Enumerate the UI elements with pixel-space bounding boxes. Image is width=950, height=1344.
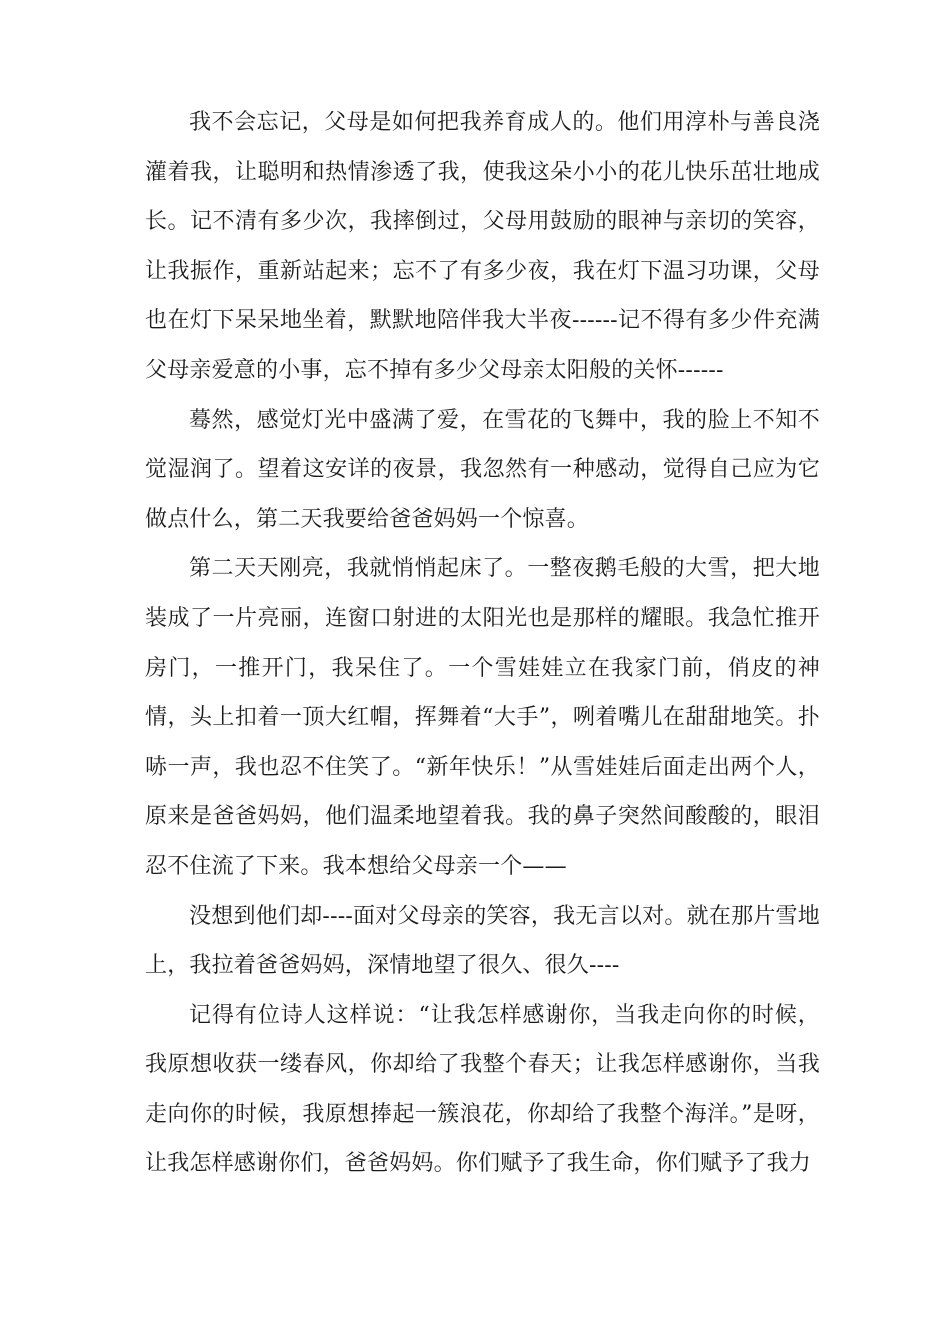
- paragraph-4: 没想到他们却----面对父母亲的笑容，我无言以对。就在那片雪地上，我拉着爸爸妈妈，深情地望了很久、很久----: [145, 903, 820, 979]
- paragraph-2: 蓦然，感觉灯光中盛满了爱，在雪花的飞舞中，我的脸上不知不觉湿润了。望着这安详的夜景，我忽然有一种感动，觉得自己应为它做点什么，第二天我要给爸爸妈妈一个惊喜。: [145, 407, 820, 532]
- paragraph-5: 记得有位诗人这样说：“让我怎样感谢你，当我走向你的时候，我原想收获一缕春风，你却给了我整个春天；让我怎样感谢你，当我走向你的时候，我原想捧起一簇浪花，你却给了我整个海洋。”是呀，让我怎样感谢你们，爸爸妈妈。你们赋予了我生命，你们赋予了我力: [145, 1002, 820, 1177]
- document-body: [145, 98, 820, 1189]
- paragraph-1: 我不会忘记，父母是如何把我养育成人的。他们用淳朴与善良浇灌着我，让聪明和热情渗透了我，使我这朵小小的花儿快乐茁壮地成长。记不清有多少次，我摔倒过，父母用鼓励的眼神与亲切的笑容，让我振作，重新站起来；忘不了有多少夜，我在灯下温习功课，父母也在灯下呆呆地坐着，默默地陪伴我大半夜------记不得有多少件充满父母亲爱意的小事，忘不掉有多少父母亲太阳般的关怀------: [145, 110, 820, 383]
- paragraph-3: 第二天天刚亮，我就悄悄起床了。一整夜鹅毛般的大雪，把大地装成了一片亮丽，连窗口射进的太阳光也是那样的耀眼。我急忙推开房门，一推开门，我呆住了。一个雪娃娃立在我家门前，俏皮的神情，头上扣着一顶大红帽，挥舞着“大手”，咧着嘴儿在甜甜地笑。扑哧一声，我也忍不住笑了。“新年快乐！”从雪娃娃后面走出两个人，原来是爸爸妈妈，他们温柔地望着我。我的鼻子突然间酸酸的，眼泪忍不住流了下来。我本想给父母亲一个——: [145, 556, 820, 879]
